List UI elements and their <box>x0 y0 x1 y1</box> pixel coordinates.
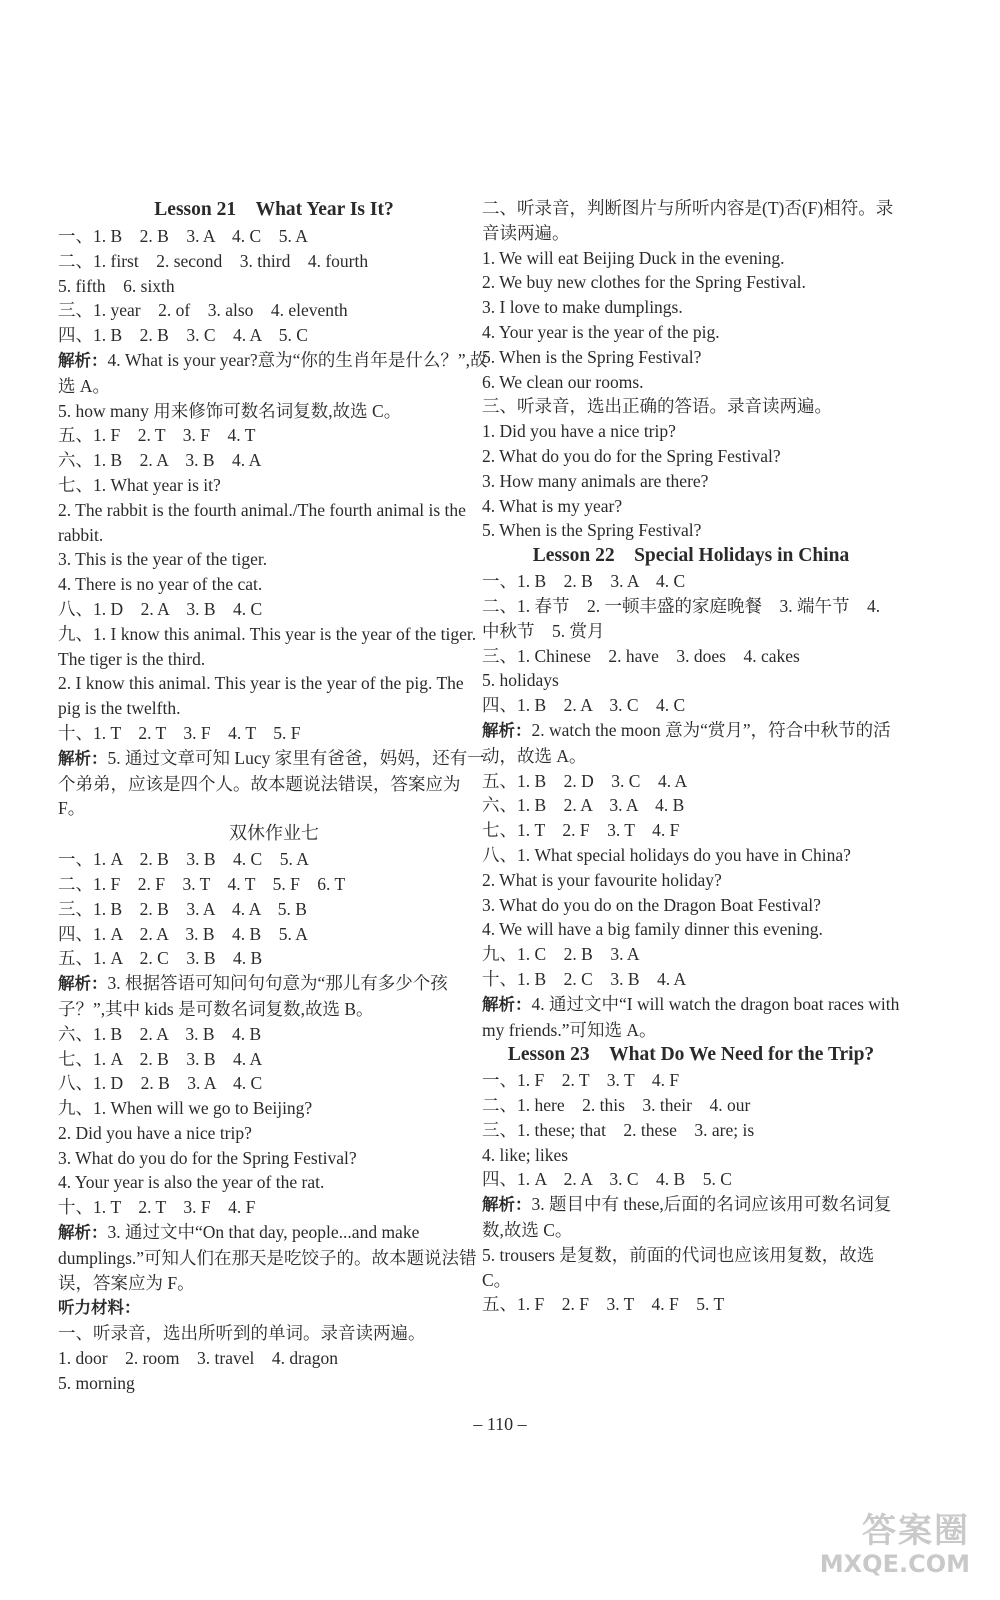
answer-line: 5. When is the Spring Festival? <box>482 520 702 541</box>
analysis-text: 2. watch the moon 意为“赏月”，符合中秋节的活动，故选 A。 <box>482 719 891 766</box>
answer-line: 3. How many animals are there? <box>482 470 709 491</box>
answer-line: 4. What is my year? <box>482 495 623 516</box>
analysis-label: 解析： <box>482 1195 532 1215</box>
analysis-text: 4. 通过文中“I will watch the dragon boat races with my friends.”可知选 A。 <box>482 993 900 1040</box>
answer-line: 二、1. here 2. this 3. their 4. our <box>482 1095 751 1116</box>
answer-line: 六、1. B 2. A 3. B 4. B <box>58 1023 262 1044</box>
answer-line: 四、1. B 2. A 3. C 4. C <box>482 695 686 716</box>
answer-line: 三、1. Chinese 2. have 3. does 4. cakes <box>482 645 800 666</box>
answer-line: 四、1. A 2. A 3. C 4. B 5. C <box>482 1169 732 1190</box>
answer-line <box>58 348 490 399</box>
answer-line: 十、1. T 2. T 3. F 4. F <box>58 1197 256 1218</box>
answer-line <box>482 1192 900 1243</box>
right-column <box>482 196 900 1317</box>
answer-line: 3. This is the year of the tiger. <box>58 549 268 570</box>
answer-line <box>482 718 900 769</box>
answer-line: 一、1. A 2. B 3. B 4. C 5. A <box>58 849 309 870</box>
answer-line: 九、1. When will we go to Beijing? <box>58 1098 313 1119</box>
left-column <box>58 196 490 1396</box>
answer-line: 5. holidays <box>482 670 559 691</box>
answer-line: 四、1. A 2. A 3. B 4. B 5. A <box>58 923 308 944</box>
answer-line: 三、1. B 2. B 3. A 4. A 5. B <box>58 898 307 919</box>
answer-line: 1. We will eat Beijing Duck in the evening. <box>482 247 785 268</box>
answer-line: 二、听录音，判断图片与所听内容是(T)否(F)相符。录音读两遍。 <box>482 198 894 243</box>
answer-line: 五、1. F 2. T 3. F 4. T <box>58 425 256 446</box>
page-number: – 110 – <box>473 1414 527 1434</box>
section-subtitle: 双休作业七 <box>229 823 319 845</box>
answer-line: 六、1. B 2. A 3. A 4. B <box>482 795 685 816</box>
answer-line: 一、1. B 2. B 3. A 4. C <box>482 571 686 592</box>
answer-line: 1. door 2. room 3. travel 4. dragon <box>58 1348 338 1369</box>
watermark-text: 答案圈 <box>862 1511 970 1551</box>
analysis-text: 3. 根据答语可知问句句意为“那儿有多少个孩子？”,其中 kids 是可数名词复数,故选 B。 <box>58 973 448 1019</box>
answer-line: 一、1. F 2. T 3. T 4. F <box>482 1070 680 1091</box>
answer-line: 2. Did you have a nice trip? <box>58 1122 252 1143</box>
analysis-label: 解析： <box>482 994 532 1014</box>
answer-line: 1. Did you have a nice trip? <box>482 421 676 442</box>
analysis-text: 3. 通过文中“On that day, people...and make dumplings.”可知人们在那天是吃饺子的。故本题说法错误，答案应为 F。 <box>58 1222 477 1293</box>
answer-line: 八、1. D 2. A 3. B 4. C <box>58 598 263 619</box>
analysis-text: 3. 题目中有 these,后面的名词应该用可数名词复数,故选 C。 <box>482 1194 892 1241</box>
answer-line: 4. There is no year of the cat. <box>58 574 263 595</box>
answer-line: 三、1. year 2. of 3. also 4. eleventh <box>58 300 348 321</box>
lesson-title: Lesson 22 Special Holidays in China <box>532 545 850 567</box>
answer-line: 3. I love to make dumplings. <box>482 297 683 318</box>
answer-line: 五、1. F 2. F 3. T 4. F 5. T <box>482 1294 725 1315</box>
answer-line: 八、1. What special holidays do you have in China? <box>482 844 851 865</box>
answer-line: 四、1. B 2. B 3. C 4. A 5. C <box>58 325 308 346</box>
answer-line: 九、1. C 2. B 3. A <box>482 944 640 965</box>
analysis-label: 解析： <box>482 720 532 740</box>
answer-line <box>58 746 490 821</box>
answer-line: 2. I know this animal. This year is the year of the pig. The pig is the twelfth. <box>58 673 464 719</box>
answer-line <box>58 971 490 1022</box>
answer-line: 七、1. T 2. F 3. T 4. F <box>482 820 680 841</box>
watermark-logo <box>790 1512 970 1580</box>
answer-line: 九、1. I know this animal. This year is the year of the tiger. The tiger is the third. <box>58 623 477 669</box>
answer-line: 4. We will have a big family dinner this evening. <box>482 919 823 940</box>
answer-line: 2. What is your favourite holiday? <box>482 869 722 890</box>
answer-line: 一、听录音，选出所听到的单词。录音读两遍。 <box>58 1323 426 1344</box>
answer-line: 七、1. What year is it? <box>58 474 221 495</box>
answer-line: 5. When is the Spring Festival? <box>482 346 702 367</box>
answer-line: 5. morning <box>58 1372 135 1393</box>
watermark-url: MXQE.COM <box>819 1550 970 1578</box>
answer-line: 五、1. A 2. C 3. B 4. B <box>58 948 263 969</box>
answer-line: 6. We clean our rooms. <box>482 371 644 392</box>
analysis-text: 5. 通过文章可知 Lucy 家里有爸爸，妈妈，还有一个弟弟，应该是四个人。故本题说法错误，答案应为 F。 <box>58 747 485 819</box>
answer-line <box>58 1295 490 1321</box>
answer-line: 5. trousers 是复数，前面的代词也应该用复数，故选 C。 <box>482 1244 875 1290</box>
answer-line: 5. how many 用来修饰可数名词复数,故选 C。 <box>58 400 402 421</box>
answer-line: 三、听录音，选出正确的答语。录音读两遍。 <box>482 396 832 417</box>
answer-line: 八、1. D 2. B 3. A 4. C <box>58 1073 263 1094</box>
analysis-label: 解析： <box>58 350 108 370</box>
analysis-text: 4. What is your year?意为“你的生肖年是什么？”,故选 A。 <box>58 349 488 396</box>
answer-line: 五、1. B 2. D 3. C 4. A <box>482 770 688 791</box>
answer-line: 十、1. T 2. T 3. F 4. T 5. F <box>58 722 301 743</box>
answer-line: 六、1. B 2. A 3. B 4. A <box>58 450 262 471</box>
answer-line: 2. We buy new clothes for the Spring Festival. <box>482 272 806 293</box>
answer-line: 5. fifth 6. sixth <box>58 275 175 296</box>
answer-line <box>482 992 900 1043</box>
answer-line: 二、1. F 2. F 3. T 4. T 5. F 6. T <box>58 873 346 894</box>
analysis-label: 听力材料： <box>58 1298 141 1318</box>
answer-line: 一、1. B 2. B 3. A 4. C 5. A <box>58 226 308 246</box>
analysis-label: 解析： <box>58 1223 108 1243</box>
answer-line <box>58 1220 490 1295</box>
answer-line: 4. Your year is the year of the pig. <box>482 321 720 342</box>
lesson-title: Lesson 23 What Do We Need for the Trip? <box>507 1044 875 1066</box>
answer-line: 3. What do you do for the Spring Festival? <box>58 1147 357 1168</box>
answer-line: 七、1. A 2. B 3. B 4. A <box>58 1048 263 1069</box>
analysis-label: 解析： <box>58 974 108 994</box>
answer-line: 二、1. 春节 2. 一顿丰盛的家庭晚餐 3. 端午节 4. 中秋节 5. 赏月 <box>482 595 881 641</box>
lesson-title: Lesson 21 What Year Is It? <box>154 199 394 220</box>
answer-line: 3. What do you do on the Dragon Boat Festival? <box>482 894 821 915</box>
answer-line: 4. like; likes <box>482 1144 569 1165</box>
answer-line: 4. Your year is also the year of the rat. <box>58 1172 325 1193</box>
answer-line: 十、1. B 2. C 3. B 4. A <box>482 968 687 989</box>
answer-line: 三、1. these; that 2. these 3. are; is <box>482 1119 755 1140</box>
answer-line: 二、1. first 2. second 3. third 4. fourth <box>58 250 369 271</box>
answer-line: 2. The rabbit is the fourth animal./The fourth animal is the rabbit. <box>58 499 466 545</box>
answer-line: 2. What do you do for the Spring Festival? <box>482 445 781 466</box>
analysis-label: 解析： <box>58 748 108 768</box>
